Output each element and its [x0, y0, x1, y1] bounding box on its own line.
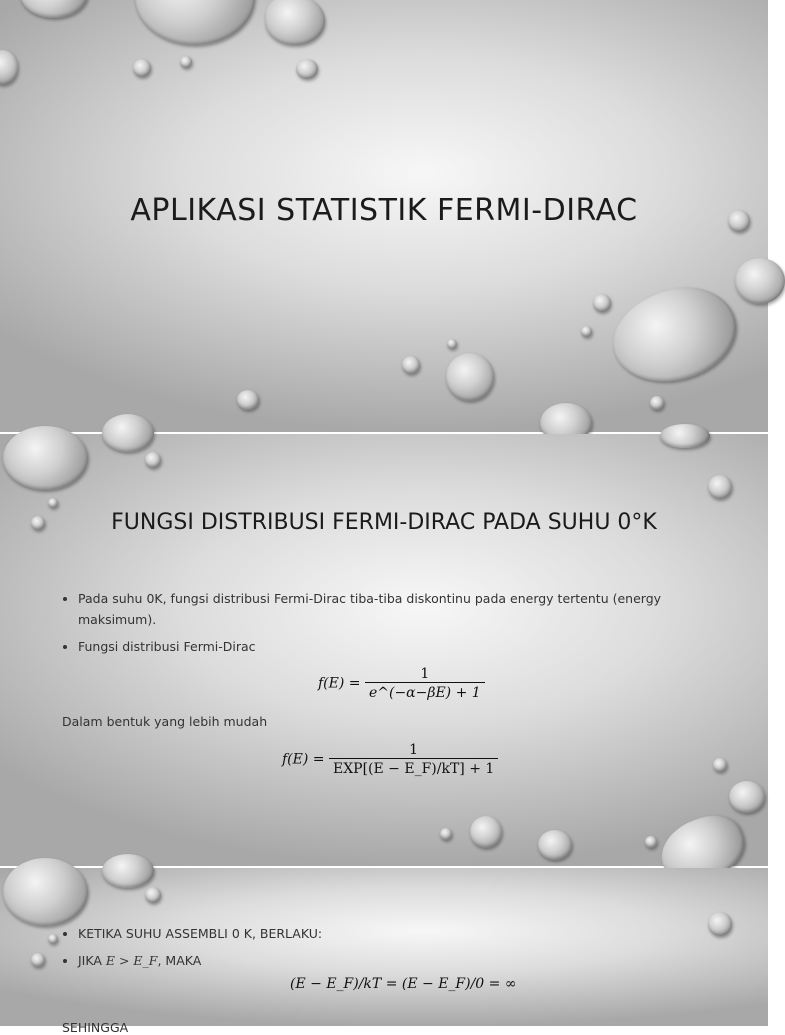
water-drop	[237, 390, 259, 410]
water-drop	[735, 258, 785, 304]
equation-fermi-dirac-exp	[282, 742, 498, 777]
bullet-item: • KETIKA SUHU ASSEMBLI 0 K, BERLAKU:	[78, 923, 698, 944]
water-drop	[645, 836, 657, 848]
slide-title: APLIKASI STATISTIK FERMI-DIRAC	[130, 193, 638, 228]
water-drop	[446, 353, 494, 401]
water-drop	[660, 424, 710, 448]
water-drop	[265, 0, 325, 45]
slide-2	[0, 434, 768, 866]
water-drop	[3, 426, 88, 490]
water-drop	[650, 396, 664, 410]
inline-math: E > E_F	[105, 953, 158, 968]
equation-limit: (E − E_F)/kT = (E − E_F)/0 = ∞	[290, 976, 517, 992]
bullet-text: , MAKA	[157, 953, 202, 968]
water-drop	[581, 326, 592, 337]
equation-denominator: e^(−α−βE) + 1	[368, 685, 481, 701]
slide-1	[0, 0, 768, 432]
bullet-item	[78, 950, 698, 971]
bullet-text: JIKA	[78, 953, 102, 968]
water-drop	[538, 830, 572, 860]
water-drop	[133, 59, 151, 77]
water-drop	[145, 887, 161, 903]
water-drop	[447, 339, 457, 349]
water-drop	[31, 953, 45, 967]
water-drop	[180, 56, 192, 68]
equation-lhs: f(E) =	[282, 751, 325, 768]
water-drop	[0, 50, 18, 85]
water-drop	[729, 781, 765, 813]
equation-fermi-dirac	[318, 666, 485, 701]
water-drop	[102, 414, 154, 452]
water-drop	[145, 452, 161, 468]
water-drop	[20, 0, 88, 18]
bullet-list	[62, 923, 698, 977]
water-drop	[708, 475, 732, 499]
water-drop	[402, 356, 420, 374]
water-drop	[3, 858, 88, 926]
body-text: SEHINGGA	[62, 1020, 129, 1035]
bullet-item: • Fungsi distribusi Fermi-Dirac	[78, 636, 698, 657]
equation-numerator: 1	[365, 666, 485, 683]
slide-title: FUNGSI DISTRIBUSI FERMI-DIRAC PADA SUHU 0°K	[111, 510, 657, 535]
equation-lhs: f(E) =	[318, 675, 361, 692]
slide-3	[0, 868, 768, 1035]
water-drop	[48, 498, 58, 508]
water-drop	[102, 854, 154, 888]
bullet-list	[62, 588, 698, 663]
body-text: Dalam bentuk yang lebih mudah	[62, 714, 268, 729]
water-drop	[470, 816, 502, 848]
water-drop	[135, 0, 255, 45]
water-drop	[296, 59, 318, 79]
water-drop	[440, 828, 452, 840]
water-drop	[713, 758, 727, 772]
bullet-item: • Pada suhu 0K, fungsi distribusi Fermi-Dirac tiba-tiba diskontinu pada energy tertentu (energy maksimum).	[78, 588, 698, 630]
water-drop	[48, 934, 58, 944]
water-drop	[602, 275, 746, 394]
equation-denominator: EXP[(E − E_F)/kT] + 1	[332, 761, 495, 777]
water-drop	[708, 912, 732, 936]
water-drop	[593, 294, 611, 312]
equation-numerator: 1	[329, 742, 498, 759]
